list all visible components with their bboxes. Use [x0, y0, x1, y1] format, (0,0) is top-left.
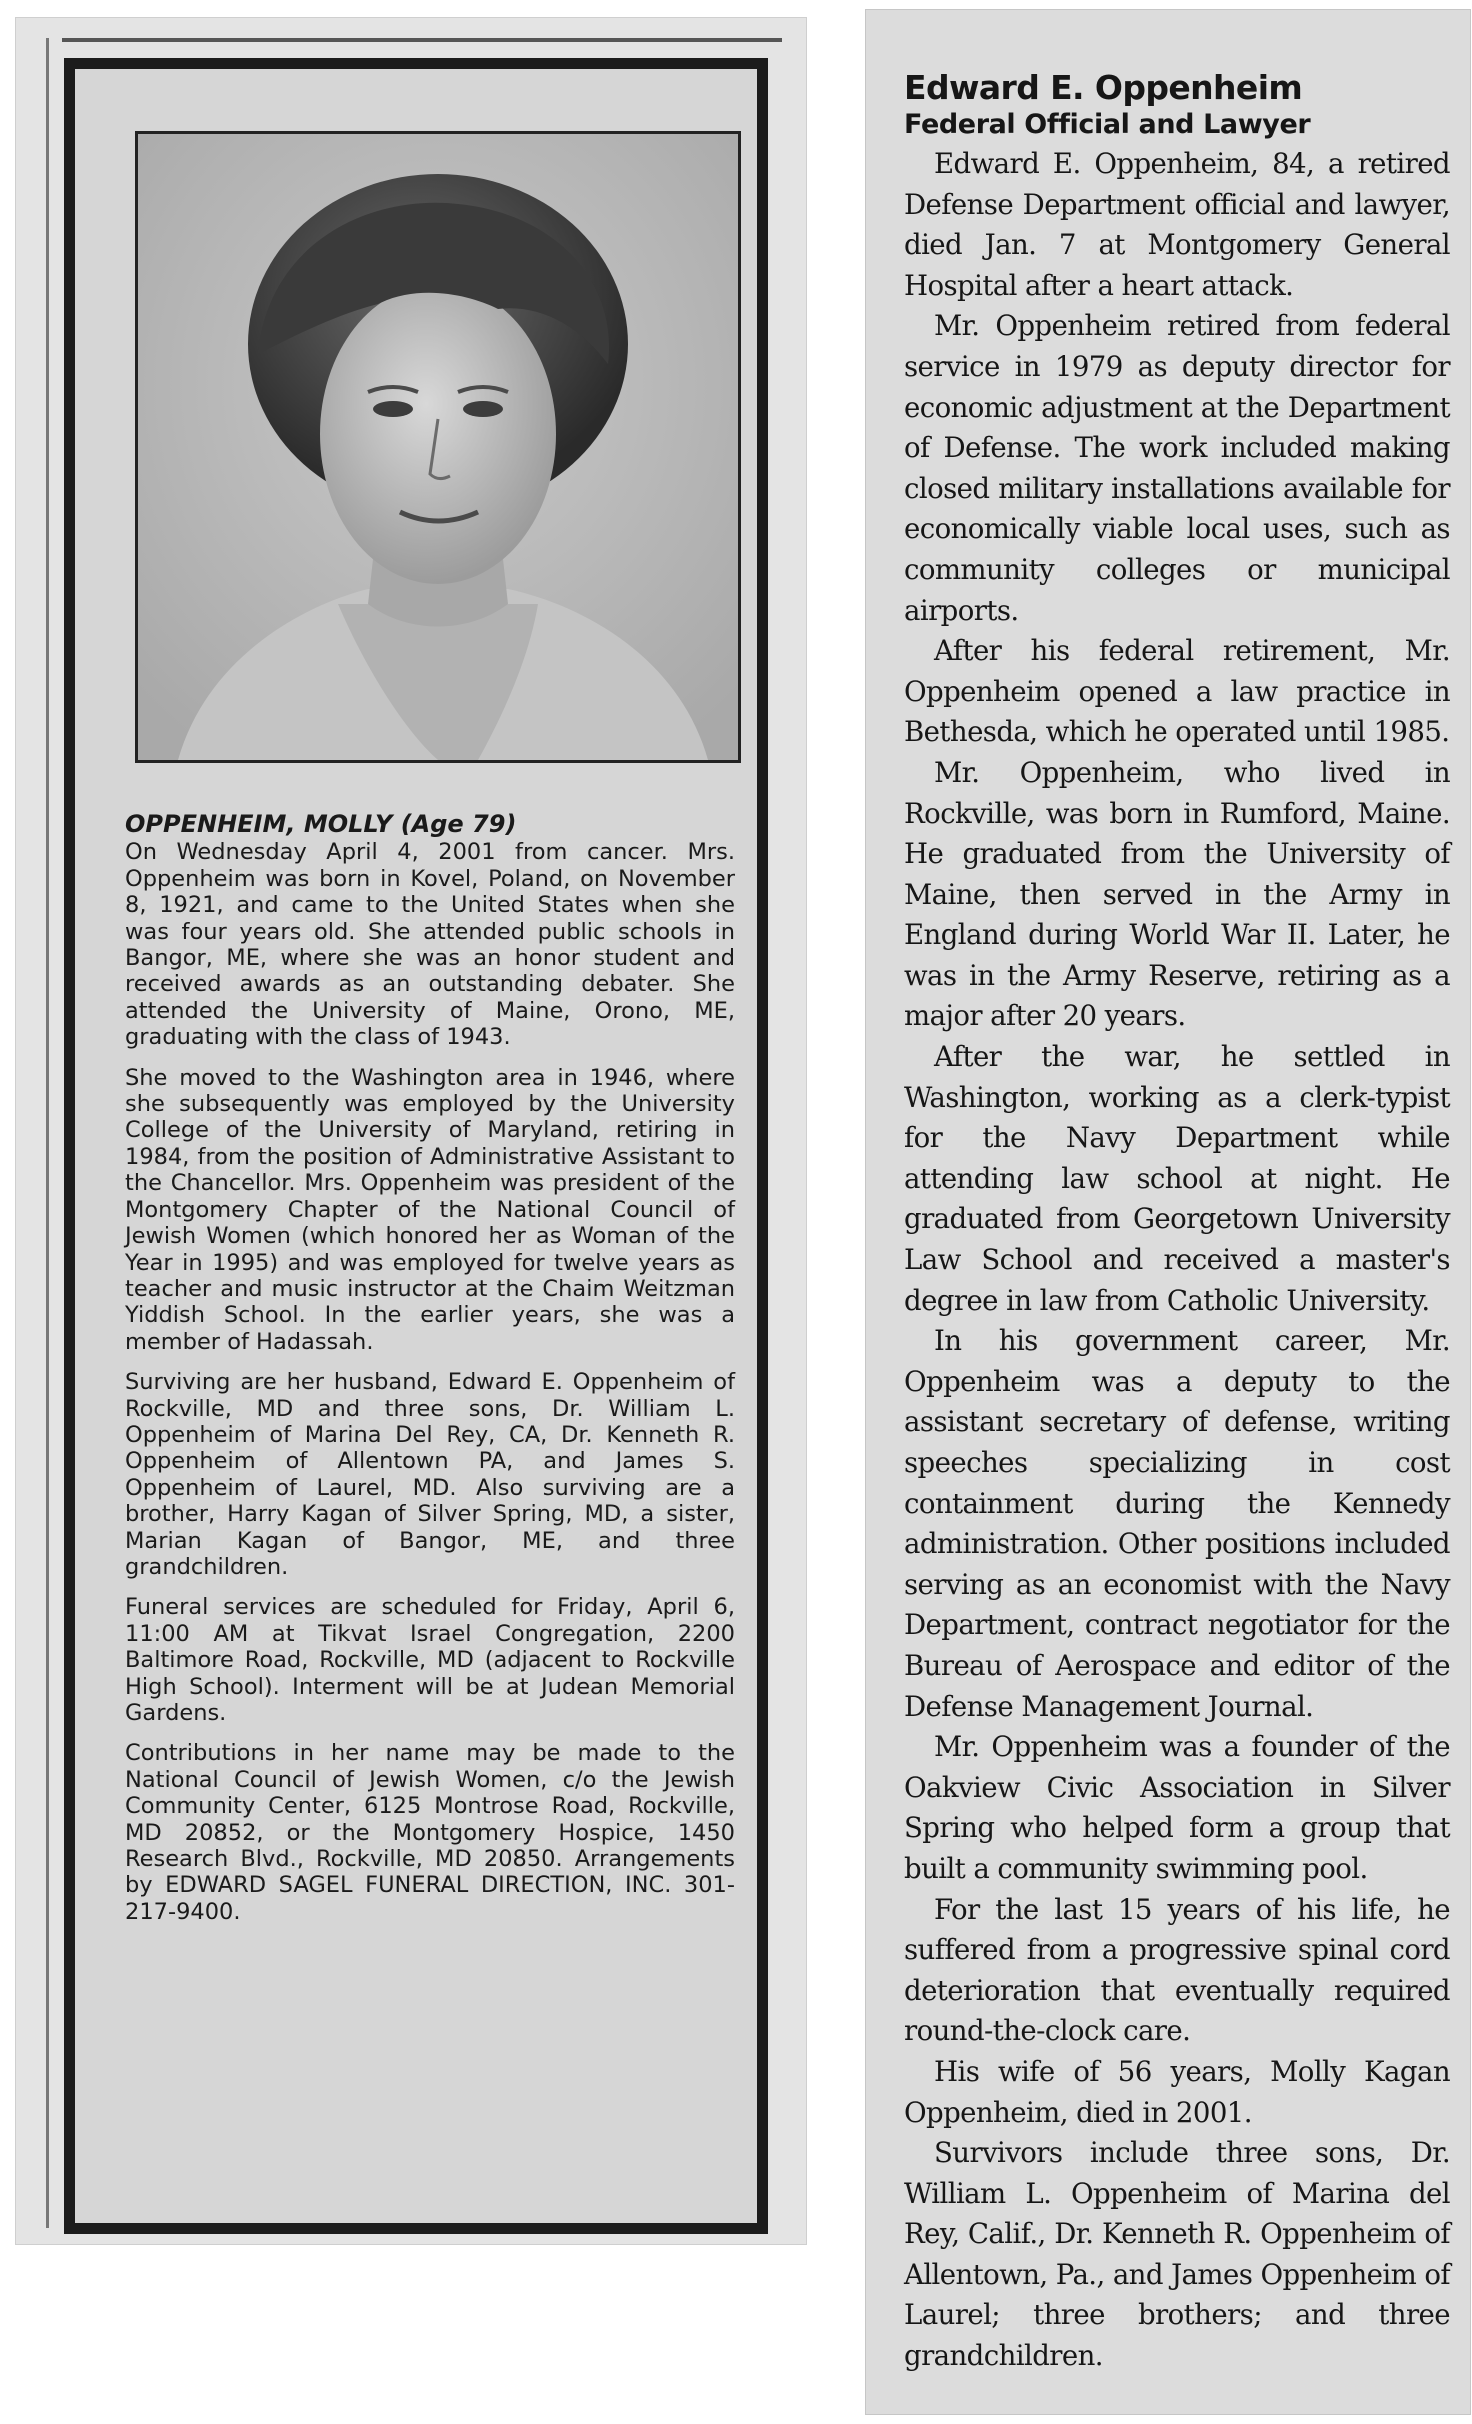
notice-heading [125, 811, 735, 837]
article-subhead: Federal Official and Lawyer [904, 109, 1311, 140]
notice-paragraph: Surviving are her husband, Edward E. Oppenheim of Rockville, MD and three sons, Dr. William L. Oppenheim of Marina Del Rey, CA, Dr. Kenneth R. Oppenheim of Allentown PA, and James S. Oppenheim of Laurel, MD. Also surviving are a brother, Harry Kagan of Silver Spring, MD, a sister, Marian Kagan of Bangor, ME, and three grandchildren. [125, 1369, 735, 1580]
side-rule [46, 38, 49, 2228]
article-paragraph: Survivors include three sons, Dr. William L. Oppenheim of Marina del Rey, Calif., Dr. Kenneth R. Oppenheim of Allentown, Pa., and James Oppenheim of Laurel; three brothers; and three grandchildren. [904, 2136, 1450, 2373]
top-rule [62, 38, 782, 42]
article-headline: Edward E. Oppenheim [904, 68, 1303, 107]
article-paragraph: His wife of 56 years, Molly Kagan Oppenheim, died in 2001. [904, 2054, 1450, 2129]
notice-paragraph: Funeral services are scheduled for Friday, April 6, 11:00 AM at Tikvat Israel Congregation, 2200 Baltimore Road, Rockville, MD (adjacent to Rockville High School). Interment will be at Judean Memorial Gardens. [125, 1594, 735, 1726]
deceased-name: OPPENHEIM, MOLLY [125, 810, 393, 838]
article-paragraph: Mr. Oppenheim retired from federal service in 1979 as deputy director for economic adjustment at the Department of Defense. The work included making closed military installations available for economically viable local uses, such as community colleges or municipal airports. [904, 309, 1450, 627]
article-paragraph: Mr. Oppenheim, who lived in Rockville, was born in Rumford, Maine. He graduated from the University of Maine, then served in the Army in England during World War II. Later, he was in the Army Reserve, retiring as a major after 20 years. [904, 755, 1450, 1033]
notice-paragraph: On Wednesday April 4, 2001 from cancer. Mrs. Oppenheim was born in Kovel, Poland, on November 8, 1921, and came to the United States when she was four years old. She attended public schools in Bangor, ME, where she was an honor student and received awards as an outstanding debater. She attended the University of Maine, Orono, ME, graduating with the class of 1943. [125, 839, 735, 1051]
notice-paragraph: Contributions in her name may be made to the National Council of Jewish Women, c/o the Jewish Community Center, 6125 Montrose Road, Rockville, MD 20852, or the Montgomery Hospice, 1450 Research Blvd., Rockville, MD 20850. Arrangements by EDWARD SAGEL FUNERAL DIRECTION, INC. 301-217-9400. [125, 1740, 735, 1925]
article-paragraph: Edward E. Oppenheim, 84, a retired Defense Department official and lawyer, died Jan. 7 at Montgomery General Hospital after a heart attack. [904, 147, 1450, 302]
notice-paragraph: She moved to the Washington area in 1946, where she subsequently was employed by the University College of the University of Maryland, retiring in 1984, from the position of Administrative Assistant to the Chancellor. Mrs. Oppenheim was president of the Montgomery Chapter of the National Council of Jewish Women (which honored her as Woman of the Year in 1995) and was employed for twelve years as teacher and music instructor at the Chaim Weitzman Yiddish School. In the earlier years, she was a member of Hadassah. [125, 1064, 735, 1355]
black-border-frame [64, 58, 768, 2234]
article-paragraph: After his federal retirement, Mr. Oppenheim opened a law practice in Bethesda, which he operated until 1985. [904, 634, 1450, 749]
obituary-clipping-edward [866, 10, 1470, 2414]
portrait-illustration [138, 134, 738, 760]
article-paragraph: In his government career, Mr. Oppenheim was a deputy to the assistant secretary of defense, writing speeches specializing in cost containment during the Kennedy administration. Other positions included serving as an economist with the Navy Department, contract negotiator for the Bureau of Aerospace and editor of the Defense Management Journal. [904, 1324, 1450, 1723]
news-article [904, 68, 1450, 2377]
article-paragraph: Mr. Oppenheim was a founder of the Oakview Civic Association in Silver Spring who helped form a group that built a community swimming pool. [904, 1730, 1450, 1885]
deceased-age: (Age 79) [400, 810, 517, 838]
article-paragraph: After the war, he settled in Washington, working as a clerk-typist for the Navy Department while attending law school at night. He graduated from Georgetown University Law School and received a master's degree in law from Catholic University. [904, 1040, 1450, 1317]
obituary-clipping-molly [16, 18, 806, 2244]
portrait-photo [135, 131, 741, 763]
obituary-notice [125, 811, 735, 1939]
article-paragraph: For the last 15 years of his life, he suffered from a progressive spinal cord deterioration that eventually required round-the-clock care. [904, 1892, 1450, 2048]
